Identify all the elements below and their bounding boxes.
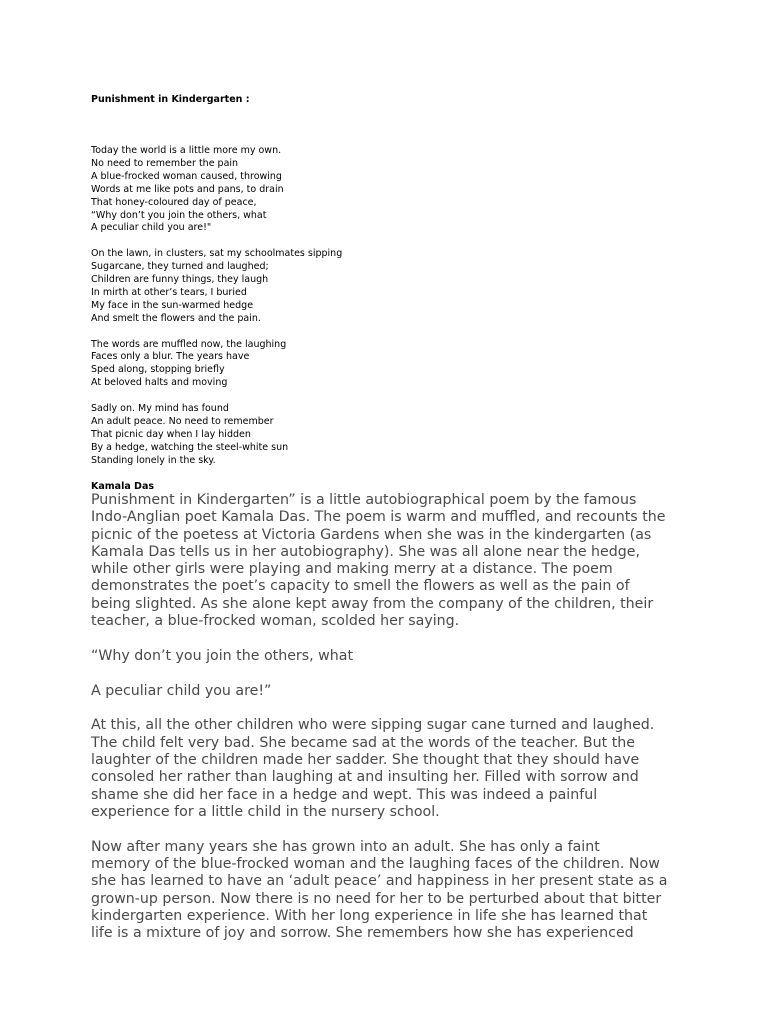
essay-paragraph [91, 839, 691, 943]
poem-line: “Why don’t you join the others, what [91, 209, 267, 221]
essay-line: Now after many years she has grown into an adult. She has only a faint [91, 838, 600, 855]
essay-paragraph [91, 492, 691, 630]
essay-line: teacher, a blue-frocked woman, scolded her saying. [91, 613, 460, 630]
poem-line: That honey-coloured day of peace, [91, 196, 257, 208]
essay-line: A peculiar child you are!” [91, 682, 272, 699]
poem-line: Sadly on. My mind has found [91, 403, 229, 415]
essay-line: consoled her rather than laughing at and insulting her. Filled with sorrow and [91, 769, 639, 786]
poem-line: And smelt the flowers and the pain. [91, 312, 261, 324]
essay-line: At this, all the other children who were sipping sugar cane turned and laughed. [91, 717, 655, 734]
essay [91, 492, 691, 960]
poem-line: Faces only a blur. The years have [91, 351, 250, 363]
poem-line: In mirth at other’s tears, I buried [91, 286, 247, 298]
essay-line: “Why don’t you join the others, what [91, 647, 354, 664]
essay-line: experience for a little child in the nursery school. [91, 803, 440, 820]
poem-line: Today the world is a little more my own. [91, 145, 282, 156]
poem-line: Children are funny things, they laugh [91, 274, 269, 286]
essay-paragraph [91, 717, 691, 821]
document-title: Punishment in Kindergarten : [91, 94, 250, 105]
essay-line: she has learned to have an ‘adult peace’ and happiness in her present state as a [91, 873, 668, 890]
essay-line: kindergarten experience. With her long experience in life she has learned that [91, 907, 648, 924]
poem-stanza [91, 339, 342, 391]
essay-line: laughter of the children made her sadder. She thought that they should have [91, 752, 640, 769]
poem-line: A peculiar child you are!" [91, 222, 212, 234]
essay-line: grown-up person. Now there is no need for her to be perturbed about that bitter [91, 890, 662, 907]
essay-line: shame she did her face in a hedge and wept. This was indeed a painful [91, 786, 598, 803]
essay-line: being slighted. As she alone kept away from the company of the children, their [91, 595, 654, 612]
poem-line: On the lawn, in clusters, sat my schoolmates sipping [91, 248, 343, 260]
essay-line: while other girls were playing and making merry at a distance. The poem [91, 561, 613, 578]
poem-line: A blue-frocked woman caused, throwing [91, 170, 282, 182]
essay-line: picnic of the poetess at Victoria Gardens when she was in the kindergarten (as [91, 526, 652, 543]
poem-line: My face in the sun-warmed hedge [91, 299, 254, 311]
quoted-line [91, 648, 691, 665]
essay-line: Kamala Das tells us in her autobiography). She was all alone near the hedge, [91, 543, 641, 560]
essay-line: life is a mixture of joy and sorrow. She remembers how she has experienced [91, 925, 634, 942]
poem-line: Sugarcane, they turned and laughed; [91, 261, 269, 273]
poem-stanza [91, 248, 342, 325]
poem-line: The words are muffled now, the laughing [91, 338, 287, 350]
essay-line: The child felt very bad. She became sad at the words of the teacher. But the [91, 734, 635, 751]
poem-stanza [91, 403, 342, 468]
poem-line: Standing lonely in the sky. [91, 454, 216, 466]
poem-line: No need to remember the pain [91, 157, 239, 169]
poem-line: That picnic day when I lay hidden [91, 428, 251, 440]
author-name: Kamala Das [91, 481, 155, 492]
essay-line: Punishment in Kindergarten” is a little autobiographical poem by the famous [91, 492, 637, 508]
poem [91, 145, 342, 468]
poem-line: An adult peace. No need to remember [91, 415, 274, 427]
quoted-line [91, 683, 691, 700]
essay-line: demonstrates the poet’s capacity to smell the flowers as well as the pain of [91, 578, 630, 595]
poem-line: At beloved halts and moving [91, 377, 228, 389]
poem-line: Words at me like pots and pans, to drain [91, 183, 284, 195]
poem-line: By a hedge, watching the steel-white sun [91, 441, 289, 453]
essay-line: Indo-Anglian poet Kamala Das. The poem is warm and muffled, and recounts the [91, 509, 666, 526]
poem-line: Sped along, stopping briefly [91, 364, 225, 376]
essay-line: memory of the blue-frocked woman and the laughing faces of the children. Now [91, 856, 660, 873]
poem-stanza [91, 145, 342, 235]
